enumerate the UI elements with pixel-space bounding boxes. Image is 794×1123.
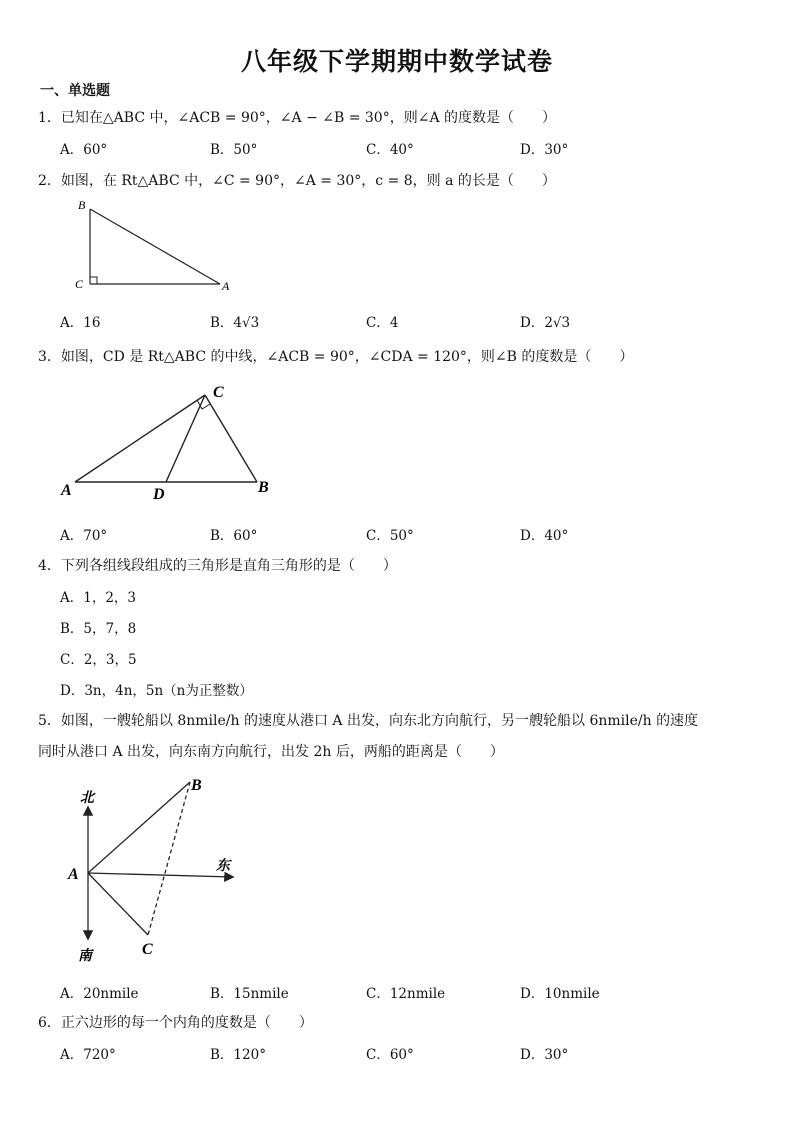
question-2-stem: 2．如图，在 Rt△ABC 中，∠C = 90°，∠A = 30°，c = 8，则 a 的长是（ ）: [38, 173, 556, 189]
question-4-option-a[interactable]: A．1，2，3: [60, 590, 137, 606]
q3-label-b: B: [258, 479, 269, 496]
question-3-option-d[interactable]: D．40°: [520, 528, 569, 544]
question-5-stem-line-2: 同时从港口 A 出发，向东南方向航行，出发 2h 后，两船的距离是（ ）: [38, 744, 504, 760]
question-5-stem-line-1: 5．如图，一艘轮船以 8nmile/h 的速度从港口 A 出发，向东北方向航行，另一艘轮船以 6nmile/h 的速度: [38, 713, 699, 729]
q2-label-b: B: [78, 198, 86, 212]
q5-label-a: A: [68, 866, 79, 883]
question-3-figure: [55, 375, 285, 505]
question-1-option-b[interactable]: B．50°: [210, 142, 258, 158]
question-4-option-d[interactable]: D．3n，4n，5n（n为正整数）: [60, 683, 253, 699]
q2-right-angle-mark: [90, 277, 97, 284]
q3-label-d: D: [153, 486, 165, 503]
question-1-option-a[interactable]: A．60°: [60, 142, 108, 158]
q2-label-a: A: [222, 279, 230, 293]
question-4-option-b[interactable]: B．5，7，8: [60, 621, 137, 637]
question-5-option-a[interactable]: A．20nmile: [60, 986, 139, 1002]
question-2-option-c[interactable]: C．4: [366, 315, 399, 331]
q2-label-c: C: [75, 277, 84, 291]
q3-label-a: A: [61, 482, 72, 499]
question-1-option-c[interactable]: C．40°: [366, 142, 414, 158]
question-2-option-a[interactable]: A．16: [60, 315, 101, 331]
question-5-option-b[interactable]: B．15nmile: [210, 986, 289, 1002]
question-3-option-a[interactable]: A．70°: [60, 528, 108, 544]
q5-east-arrow: [88, 873, 232, 877]
question-4-option-c[interactable]: C．2，3，5: [60, 652, 137, 668]
q3-label-c: C: [213, 384, 224, 401]
page-title: 八年级下学期期中数学试卷: [240, 47, 553, 76]
q5-distance-bc: [148, 782, 190, 935]
q5-label-south: 南: [78, 949, 92, 964]
question-5-figure: [60, 770, 260, 970]
q3-side-cb: [205, 395, 257, 482]
q2-side-ab: [90, 209, 220, 284]
question-3-stem: 3．如图，CD 是 Rt△ABC 的中线，∠ACB = 90°，∠CDA = 120°，则∠B 的度数是（ ）: [38, 349, 634, 365]
question-6-option-a[interactable]: A．720°: [60, 1047, 116, 1063]
q5-label-north: 北: [80, 791, 94, 806]
question-3-option-b[interactable]: B．60°: [210, 528, 258, 544]
section-heading: 一、单选题: [40, 83, 110, 99]
q5-label-b: B: [191, 777, 202, 794]
question-6-option-c[interactable]: C．60°: [366, 1047, 414, 1063]
question-6-option-b[interactable]: B．120°: [210, 1047, 266, 1063]
question-6-option-d[interactable]: D．30°: [520, 1047, 569, 1063]
question-1-option-d[interactable]: D．30°: [520, 142, 569, 158]
q5-path-ac: [88, 873, 148, 935]
question-6-stem: 6．正六边形的每一个内角的度数是（ ）: [38, 1015, 313, 1031]
question-2-figure: [70, 195, 250, 300]
question-1-stem: 1．已知在△ABC 中，∠ACB = 90°，∠A − ∠B = 30°，则∠A 的度数是（ ）: [38, 110, 557, 126]
question-2-option-b[interactable]: B．4√3: [210, 315, 260, 331]
q5-path-ab: [88, 782, 190, 873]
question-3-option-c[interactable]: C．50°: [366, 528, 414, 544]
question-2-option-d[interactable]: D．2√3: [520, 315, 571, 331]
q5-label-c: C: [142, 941, 153, 958]
q5-label-east: 东: [216, 859, 230, 874]
question-5-option-c[interactable]: C．12nmile: [366, 986, 446, 1002]
question-5-option-d[interactable]: D．10nmile: [520, 986, 600, 1002]
question-4-stem: 4．下列各组线段组成的三角形是直角三角形的是（ ）: [38, 558, 397, 574]
